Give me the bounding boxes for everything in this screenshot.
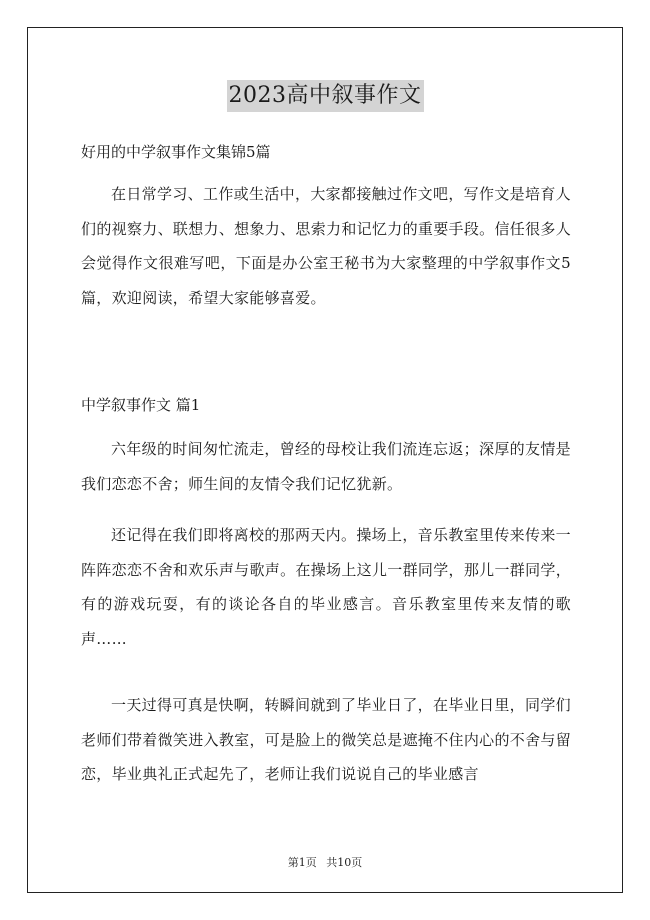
document-title: 2023高中叙事作文 [227, 80, 424, 112]
intro-paragraph: 在日常学习、工作或生活中，大家都接触过作文吧，写作文是培育人们的视察力、联想力、想象力、思索力和记忆力的重要手段。信任很多人会觉得作文很难写吧，下面是办公室王秘书为大家整理的中学叙事作文5篇，欢迎阅读，希望大家能够喜爱。 [81, 185, 571, 307]
page-number-current: 第1页 [287, 856, 317, 869]
page-number-total: 共10页 [326, 856, 363, 869]
document-subtitle: 好用的中学叙事作文集锦5篇 [81, 143, 271, 161]
section-heading: 中学叙事作文 篇1 [81, 396, 201, 414]
page-footer [0, 855, 650, 871]
body-paragraph-1: 六年级的时间匆忙流走，曾经的母校让我们流连忘返；深厚的友情是我们恋恋不舍；师生间的友情令我们记忆犹新。 [81, 440, 571, 493]
title-container [0, 80, 650, 112]
body-paragraph-3: 一天过得可真是快啊，转瞬间就到了毕业日了，在毕业日里，同学们老师们带着微笑进入教室，可是脸上的微笑总是遮掩不住内心的不舍与留恋，毕业典礼正式起先了，老师让我们说说自己的毕业感言 [81, 696, 571, 783]
body-paragraph-2: 还记得在我们即将离校的那两天内。操场上，音乐教室里传来传来一阵阵恋恋不舍和欢乐声与歌声。在操场上这儿一群同学，那儿一群同学，有的游戏玩耍，有的谈论各自的毕业感言。音乐教室里传来友情的歌声…… [81, 526, 571, 648]
